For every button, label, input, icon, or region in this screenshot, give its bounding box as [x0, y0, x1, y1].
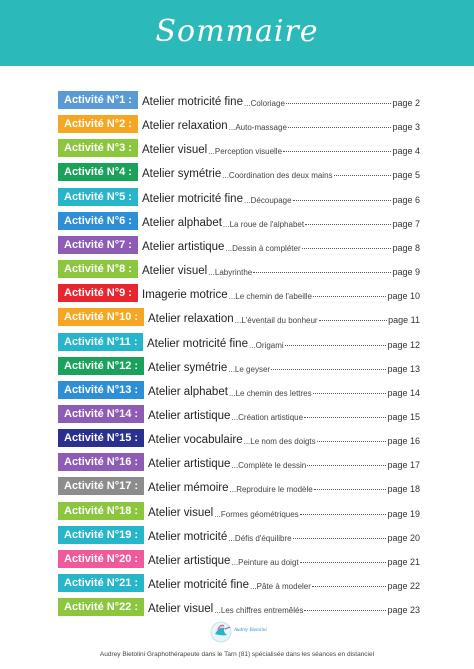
activity-badge: Activité N°13 : [58, 381, 144, 399]
toc-entry [58, 573, 420, 593]
activity-badge: Activité N°10 : [58, 308, 144, 326]
dot-leader [313, 393, 387, 394]
activity-subtitle: ...Création artistique [231, 412, 304, 422]
toc-entry [58, 404, 420, 424]
activity-badge: Activité N°1 : [58, 91, 138, 109]
page-number: page 13 [387, 363, 420, 374]
header-banner [0, 0, 474, 66]
workshop-title: Atelier motricité fine [142, 192, 243, 205]
toc-entry [58, 162, 420, 182]
page-number: page 2 [392, 98, 420, 108]
workshop-title: Atelier relaxation [148, 313, 234, 326]
activity-subtitle: ...Le chemin des lettres [228, 388, 312, 398]
toc-entry [58, 90, 420, 110]
activity-subtitle: ...La roue de l'alphabet [222, 219, 305, 229]
toc-entry [58, 549, 420, 569]
toc-entry [58, 114, 420, 134]
entry-line [142, 92, 420, 108]
entry-line [148, 551, 420, 567]
toc-entry [58, 525, 420, 545]
entry-line [148, 503, 420, 519]
activity-badge: Activité N°5 : [58, 188, 138, 206]
workshop-title: Atelier symétrie [142, 168, 222, 181]
dot-leader [307, 465, 386, 466]
dot-leader [317, 441, 387, 442]
page-number: page 10 [387, 291, 420, 302]
dot-leader [293, 200, 392, 201]
toc-entry [58, 597, 420, 617]
dot-leader [288, 127, 392, 128]
activity-subtitle: ...Coloriage [243, 99, 285, 108]
entry-line [142, 189, 420, 205]
page-number: page 4 [392, 146, 420, 157]
workshop-title: Atelier relaxation [142, 120, 228, 133]
page-number: page 11 [388, 315, 420, 326]
activity-subtitle: ...Complète le dessin [231, 461, 307, 471]
activity-badge: Activité N°2 : [58, 115, 138, 133]
activity-subtitle: ...Labyrinthe [208, 268, 253, 278]
entry-line [148, 599, 420, 615]
workshop-title: Atelier artistique [148, 458, 231, 471]
dot-leader [319, 320, 388, 321]
entry-line [142, 164, 420, 180]
activity-subtitle: ...L'éventail du bonheur [234, 316, 318, 326]
entry-line [148, 406, 420, 422]
activity-badge: Activité N°9 : [58, 284, 138, 302]
dot-leader [304, 417, 386, 418]
toc-entry [58, 332, 420, 352]
page-number: page 19 [387, 508, 420, 519]
activity-subtitle: ...Découpage [243, 195, 292, 205]
activity-badge: Activité N°16 : [58, 453, 144, 471]
page-number: page 20 [387, 532, 420, 543]
workshop-title: Atelier motricité fine [147, 337, 248, 350]
page-number: page 22 [387, 581, 420, 591]
page-number: page 3 [392, 122, 420, 133]
entry-line [142, 285, 420, 301]
entry-line [148, 527, 420, 543]
workshop-title: Atelier alphabet [142, 216, 222, 229]
page-number: page 6 [392, 194, 420, 205]
entry-line [148, 358, 420, 374]
toc-entry [58, 138, 420, 158]
page-number: page 23 [387, 605, 420, 616]
workshop-title: Atelier symétrie [148, 361, 228, 374]
page-number: page 12 [387, 339, 420, 350]
activity-subtitle: ...Pâte à modeler [249, 582, 311, 591]
workshop-title: Atelier mémoire [148, 482, 229, 495]
dot-leader [304, 610, 386, 611]
dot-leader [312, 586, 387, 587]
activity-badge: Activité N°8 : [58, 260, 138, 278]
dot-leader [293, 538, 387, 539]
workshop-title: Atelier visuel [148, 603, 214, 616]
toc-entry [58, 187, 420, 207]
activity-subtitle: ...Défis d'équilibre [228, 533, 292, 543]
toc-entry [58, 428, 420, 448]
dot-leader [305, 224, 391, 225]
toc-entry [58, 259, 420, 279]
activity-subtitle: ...Le geyser [228, 364, 271, 374]
activity-badge: Activité N°19 : [58, 526, 144, 544]
entry-line [148, 430, 420, 446]
dot-leader [286, 103, 392, 104]
entry-line [142, 140, 420, 156]
dot-leader [334, 175, 392, 176]
activity-subtitle: ...Formes géométriques [214, 509, 299, 519]
activity-badge: Activité N°3 : [58, 139, 138, 157]
activity-subtitle: ...Origami [248, 340, 284, 350]
entry-line [148, 478, 420, 494]
toc-entry [58, 380, 420, 400]
page-number: page 9 [392, 267, 420, 278]
entry-line [142, 261, 420, 277]
toc-entry [58, 476, 420, 496]
activity-badge: Activité N°15 : [58, 429, 144, 447]
entry-line [148, 454, 420, 470]
page-number: page 16 [387, 436, 420, 447]
dot-leader [271, 369, 386, 370]
dot-leader [302, 248, 392, 249]
entry-line [142, 116, 420, 132]
toc-entry [58, 452, 420, 472]
activity-subtitle: ...Coordination des deux mains [222, 171, 333, 181]
activity-subtitle: ...Perception visuelle [208, 147, 283, 157]
entry-line [142, 213, 420, 229]
activity-badge: Activité N°22 : [58, 598, 144, 616]
page-number: page 17 [387, 460, 420, 471]
activity-badge: Activité N°21 : [58, 574, 144, 592]
entry-line [142, 237, 420, 253]
activity-badge: Activité N°6 : [58, 212, 138, 230]
workshop-title: Atelier motricité fine [148, 579, 249, 591]
workshop-title: Imagerie motrice [142, 289, 228, 302]
toc-entry [58, 235, 420, 255]
entry-line [148, 309, 420, 325]
activity-badge: Activité N°7 : [58, 236, 138, 254]
activity-badge: Activité N°18 : [58, 502, 144, 520]
dot-leader [285, 345, 387, 346]
activity-subtitle: ...Auto-massage [228, 123, 287, 133]
toc-entry [58, 283, 420, 303]
entry-line [148, 575, 420, 591]
activity-subtitle: ...Le nom des doigts [243, 437, 316, 447]
workshop-title: Atelier artistique [148, 554, 231, 567]
activity-subtitle: ...Dessin à compléter [225, 243, 301, 253]
footer-text: Audrey Bietolini Graphothérapeute dans le Tarn (81) spécialisée dans les séances en distanciel [99, 651, 375, 658]
dot-leader [253, 272, 391, 273]
activity-badge: Activité N°12 : [58, 357, 144, 375]
entry-line [147, 334, 420, 350]
hummingbird-logo-icon [207, 618, 267, 646]
dot-leader [314, 489, 387, 490]
page-number: page 5 [392, 170, 420, 181]
page-number: page 8 [392, 242, 420, 253]
workshop-title: Atelier motricité [148, 530, 228, 543]
activity-badge: Activité N°4 : [58, 163, 138, 181]
activity-badge: Activité N°17 : [58, 477, 144, 495]
dot-leader [300, 514, 387, 515]
workshop-title: Atelier visuel [142, 144, 208, 157]
activity-badge: Activité N°20 : [58, 550, 144, 568]
toc-entry [58, 211, 420, 231]
page-number: page 7 [392, 218, 420, 229]
page-number: page 14 [387, 387, 420, 398]
workshop-title: Atelier artistique [142, 240, 225, 253]
activity-subtitle: ...Peinture au doigt [231, 557, 299, 567]
dot-leader [283, 151, 391, 152]
activity-badge: Activité N°11 : [58, 333, 143, 351]
page-number: page 18 [387, 484, 420, 495]
activity-badge: Activité N°14 : [58, 405, 144, 423]
workshop-title: Atelier artistique [148, 409, 231, 422]
toc-entry [58, 307, 420, 327]
workshop-title: Atelier visuel [142, 265, 208, 278]
workshop-title: Atelier vocabulaire [148, 434, 243, 447]
page-title: Sommaire [155, 14, 319, 49]
workshop-title: Atelier alphabet [148, 385, 228, 398]
activity-subtitle: ...Les chiffres entremêlés [214, 606, 304, 616]
workshop-title: Atelier motricité fine [142, 96, 243, 108]
dot-leader [300, 562, 387, 563]
page-number: page 21 [387, 556, 420, 567]
toc-entry [58, 356, 420, 376]
entry-line [148, 382, 420, 398]
activity-subtitle: ...Reproduire le modèle [229, 485, 313, 495]
dot-leader [313, 296, 386, 297]
toc-entry [58, 501, 420, 521]
page-number: page 15 [387, 411, 420, 422]
activity-subtitle: ...Le chemin de l'abeille [228, 292, 312, 302]
logo-text: Audrey Bietolini [234, 628, 267, 633]
workshop-title: Atelier visuel [148, 506, 214, 519]
